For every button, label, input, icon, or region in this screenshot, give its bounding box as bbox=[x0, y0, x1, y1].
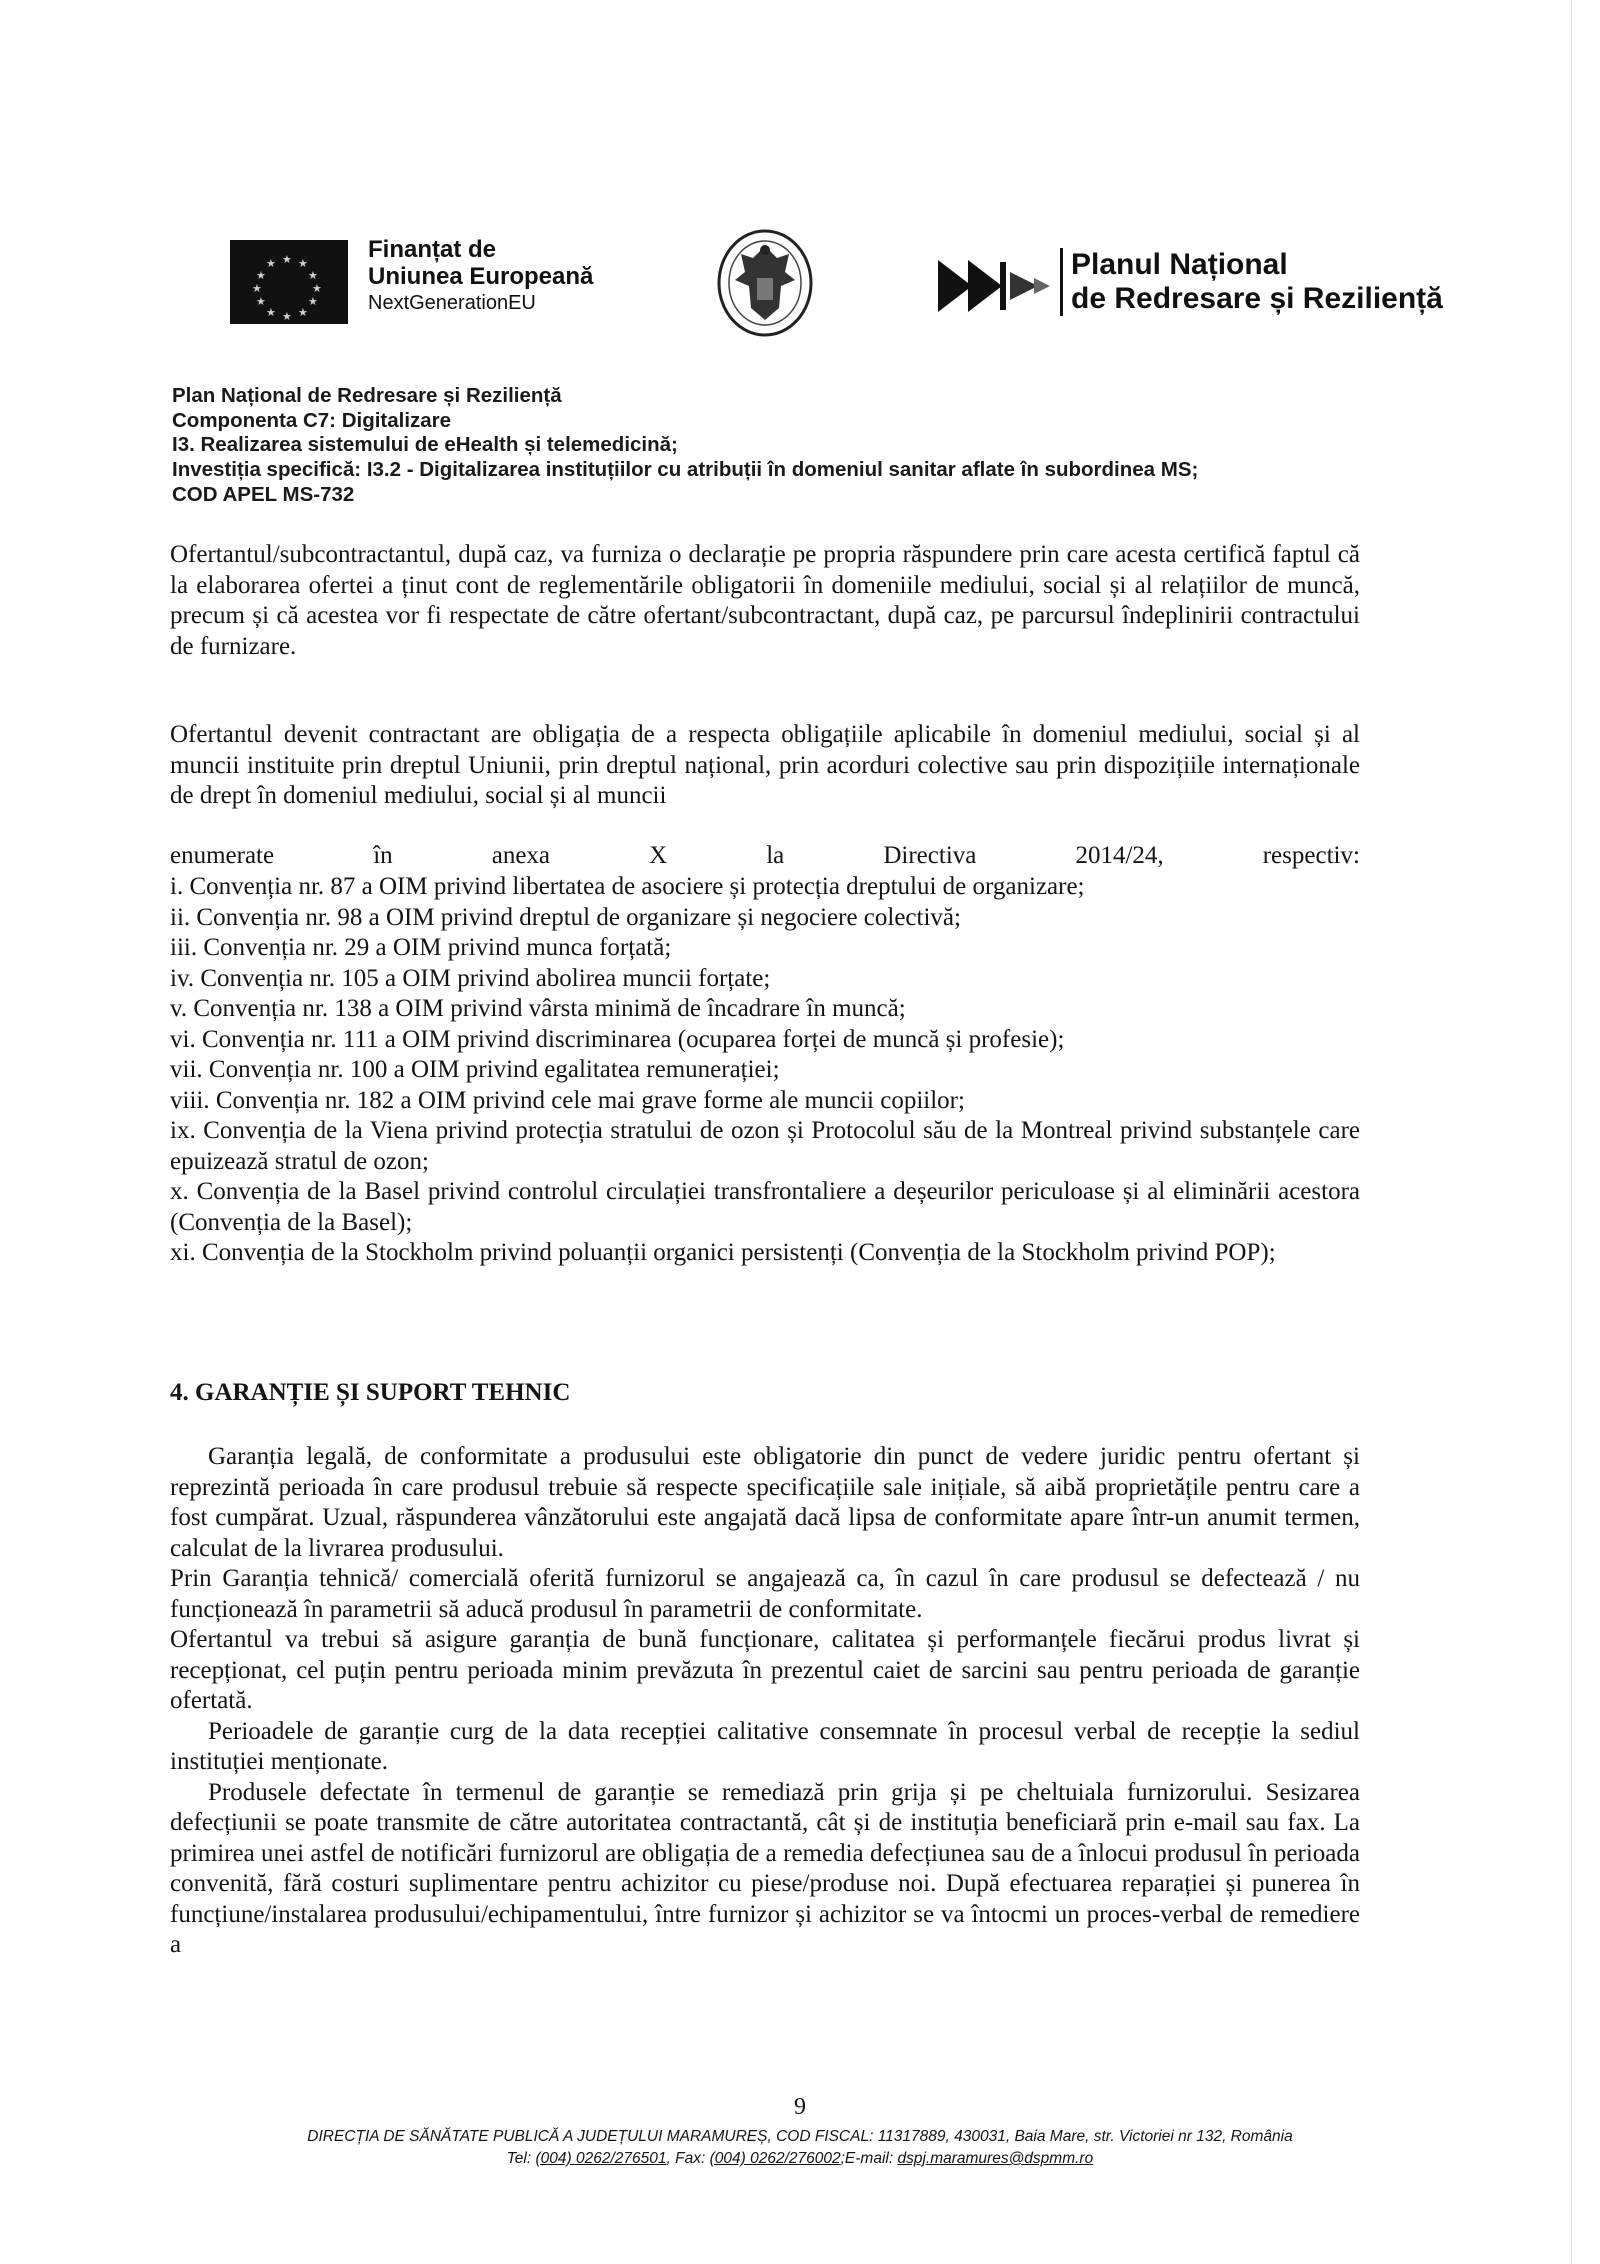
list-item: v. Convenția nr. 138 a OIM privind vârsta minimă de încadrare în muncă; bbox=[170, 995, 906, 1022]
eu-line2: Uniunea Europeană bbox=[368, 263, 594, 290]
directive-word: în bbox=[373, 842, 393, 869]
list-item: iii. Convenția nr. 29 a OIM privind munca forțată; bbox=[170, 934, 672, 961]
paragraph-legal-warranty: Garanția legală, de conformitate a produsului este obligatorie din punct de vedere juridic pentru ofertant și reprezintă perioada în care produsul trebuie să respecte specificațiile sale inițiale, să aibă proprietățile pentru care a fost cumpărat. Uzual, răspunderea vânzătorului este angajată dacă lipsa de conformitate apare într-un anumit termen, calculat de la livrarea produsului. bbox=[170, 1443, 1360, 1562]
list-item: i. Convenția nr. 87 a OIM privind libertatea de asociere și protecția dreptului de organizare; bbox=[170, 873, 1085, 900]
list-item: ix. Convenția de la Viena privind protecția stratului de ozon și Protocolul său de la Montreal privind substanțele care epuizează stratul de ozon; bbox=[170, 1117, 1360, 1175]
project-line5: COD APEL MS-732 bbox=[172, 482, 355, 506]
paragraph-defects: Produsele defectate în termenul de garanție se remediază prin grija și pe cheltuiala furnizorului. Sesizarea defecțiunii se poate transmite de către autoritatea contractantă, cât și de instituția beneficiară prin e-mail sau fax. La primirea unei astfel de notificări furnizorul are obligația de a remedia defecțiunea sau de a înlocui produsul în perioada convenită, fără costuri suplimentare pentru achizitor cu piese/produse noi. După efectuarea reparației și punerea în funcțiune/instalarea produsului/echipamentului, între furnizor și achizitor se va întocmi un proces-verbal de remediere a bbox=[170, 1778, 1360, 1958]
tel-link[interactable]: (004) 0262/276501 bbox=[535, 2150, 667, 2167]
project-info bbox=[172, 384, 1372, 508]
fax-link[interactable]: (004) 0262/276002 bbox=[709, 2150, 841, 2167]
directive-word: anexa bbox=[491, 842, 551, 869]
eu-funding-text bbox=[368, 236, 593, 316]
list-item: vii. Convenția nr. 100 a OIM privind egalitatea remunerației; bbox=[170, 1056, 780, 1083]
footer-address: DIRECȚIA DE SĂNĂTATE PUBLICĂ A JUDEȚULUI MARAMUREȘ, COD FISCAL: 11317889, 430031, Baia Mare, str. Victoriei nr 132, România bbox=[307, 2128, 1293, 2145]
list-item: vi. Convenția nr. 111 a OIM privind discriminarea (ocuparea forței de muncă și profesie); bbox=[170, 1025, 1065, 1053]
eu-flag-logo: ★ ★ ★ ★ ★ ★ ★ ★ ★ ★ ★ ★ bbox=[230, 240, 348, 324]
directive-word: enumerate bbox=[170, 842, 275, 869]
list-item: xi. Convenția de la Stockholm privind poluanții organici persistenți (Convenția de la Stockholm privind POP); bbox=[170, 1239, 1276, 1266]
tel-label: Tel: bbox=[506, 2150, 536, 2167]
paragraph-declaration: Ofertantul/subcontractantul, după caz, va furniza o declarație pe propria răspundere prin care acesta certifică faptul că la elaborarea ofertei a ținut cont de reglementările obligatorii în domeniile mediului, social și al relațiilor de muncă, precum și că acestea vor fi respectate de către ofertant/subcontractant, după caz, pe parcursul îndeplinirii contractului de furnizare. bbox=[170, 541, 1360, 660]
section-title: 4. GARANȚIE ȘI SUPORT TEHNIC bbox=[170, 1379, 571, 1406]
pnrr-title bbox=[1060, 248, 1443, 316]
footer-contact bbox=[0, 2148, 1600, 2170]
list-item: x. Convenția de la Basel privind controlul circulației transfrontaliere a deșeurilor periculoase și al eliminării acestora (Convenția de la Basel); bbox=[170, 1178, 1360, 1236]
fax-label: , Fax: bbox=[666, 2150, 710, 2167]
project-line2: Componenta C7: Digitalizare bbox=[172, 408, 452, 432]
project-line1: Plan Național de Redresare și Reziliență bbox=[172, 384, 562, 407]
directive-word: Directiva bbox=[883, 842, 977, 869]
warranty-section bbox=[170, 1442, 1360, 1961]
header-logos bbox=[230, 228, 1470, 348]
paragraph-warranty-period: Perioadele de garanție curg de la data recepției calitative consemnate în procesul verbal de recepție la sediul instituției menționate. bbox=[170, 1717, 1360, 1775]
pnrr-line2: de Redresare și Reziliență bbox=[1071, 282, 1443, 315]
directive-word: respectiv: bbox=[1262, 842, 1360, 869]
pnrr-arrow-logo bbox=[938, 256, 1078, 316]
project-line3: I3. Realizarea sistemului de eHealth și telemedicină; bbox=[172, 433, 678, 457]
government-coat-of-arms-icon bbox=[715, 228, 815, 338]
page-number: 9 bbox=[794, 2094, 806, 2120]
paragraph-obligations: Ofertantul devenit contractant are obligația de a respecta obligațiile aplicabile în domeniul mediului, social și al muncii instituite prin dreptul Uniunii, prin dreptul național, prin acorduri colective sau prin dispozițiile internaționale de drept în domeniul mediului, social și al muncii bbox=[170, 721, 1360, 809]
paragraph-technical-warranty: Prin Garanția tehnică/ comercială oferită furnizorul se angajează ca, în cazul în care produsul se defectează / nu funcționează în parametrii să aducă produsul în parametrii de conformitate. bbox=[170, 1565, 1360, 1623]
conventions-list bbox=[170, 872, 1360, 1269]
paragraph-performance: Ofertantul va trebui să asigure garanția de bună funcționare, calitatea și performanțele fiecărui produs livrat și recepționat, cel puțin pentru perioada minim prevăzuta în prezentul caiet de sarcini sau pentru perioada de garanție ofertată. bbox=[170, 1626, 1360, 1714]
project-line4: Investiția specifică: I3.2 - Digitalizarea instituțiilor cu atribuții în domeniul sanitar aflate în subordinea MS; bbox=[172, 458, 1199, 482]
email-link[interactable]: dspj.maramures@dspmm.ro bbox=[897, 2150, 1094, 2167]
list-item: ii. Convenția nr. 98 a OIM privind dreptul de organizare și negociere colectivă; bbox=[170, 903, 961, 931]
directive-word: 2014/24, bbox=[1075, 842, 1164, 869]
directive-word: X bbox=[649, 842, 668, 869]
email-label: ;E-mail: bbox=[840, 2150, 898, 2167]
eu-line3: NextGenerationEU bbox=[368, 292, 536, 314]
directive-word: la bbox=[766, 842, 785, 869]
list-item: iv. Convenția nr. 105 a OIM privind abolirea muncii forțate; bbox=[170, 964, 771, 992]
scan-edge-line bbox=[1571, 0, 1572, 2264]
list-item: viii. Convenția nr. 182 a OIM privind cele mai grave forme ale muncii copiilor; bbox=[170, 1086, 965, 1114]
directive-line bbox=[170, 841, 1360, 872]
pnrr-line1: Planul Național bbox=[1071, 248, 1288, 281]
eu-line1: Finanțat de bbox=[368, 236, 497, 263]
